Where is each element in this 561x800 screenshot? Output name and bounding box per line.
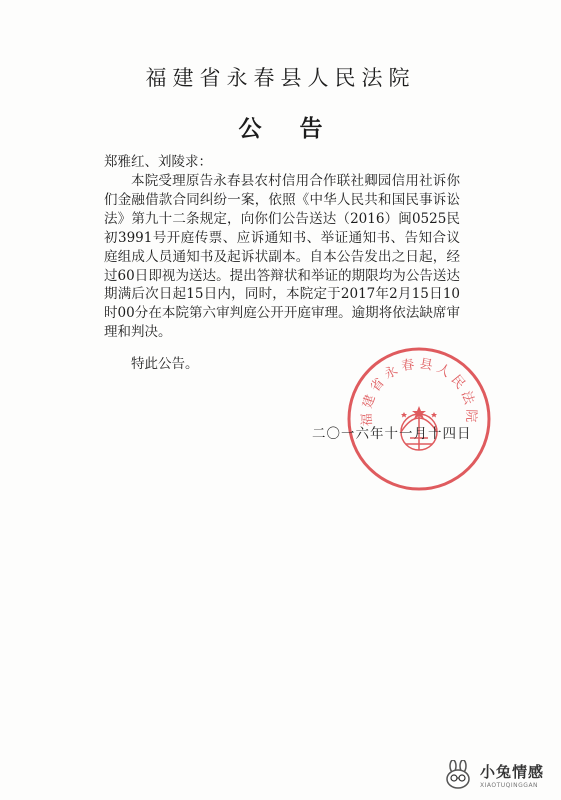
watermark-subtitle: XIAOTUQINGGAN xyxy=(480,782,539,789)
notice-date: 二〇一六年十一月十四日 xyxy=(312,426,472,442)
addressee: 郑雅红、刘陵求： xyxy=(104,154,212,170)
closing-line: 特此公告。 xyxy=(131,356,199,372)
court-title: 福建省永春县人民法院 xyxy=(145,66,416,90)
notice-title: 公告 xyxy=(238,115,361,142)
watermark xyxy=(440,756,556,794)
court-seal xyxy=(344,344,494,494)
rabbit-logo-icon xyxy=(440,760,476,790)
notice-body: 本院受理原告永春县农村信用合作联社卿园信用社诉你们金融借款合同纠纷一案，依照《中华人民共和国民事诉讼法》第九十二条规定，向你们公告送达（2016）闽0525民初3991号开庭传票、应诉通知书、举证通知书、告知合议庭组成人员通知书及起诉状副本。自本公告发出之日起，经过60日即视为送达。提出答辩状和举证的期限均为公告送达期满后次日起15日内，同时，本院定于2017年2月15日10时00分在本院第六审判庭公开开庭审理。逾期将依法缺席审理和判决。 xyxy=(104,173,460,341)
watermark-name: 小兔情感 xyxy=(480,763,545,781)
svg-text:福建省永春县人民法院: 福建省永春县人民法院 xyxy=(359,356,479,427)
